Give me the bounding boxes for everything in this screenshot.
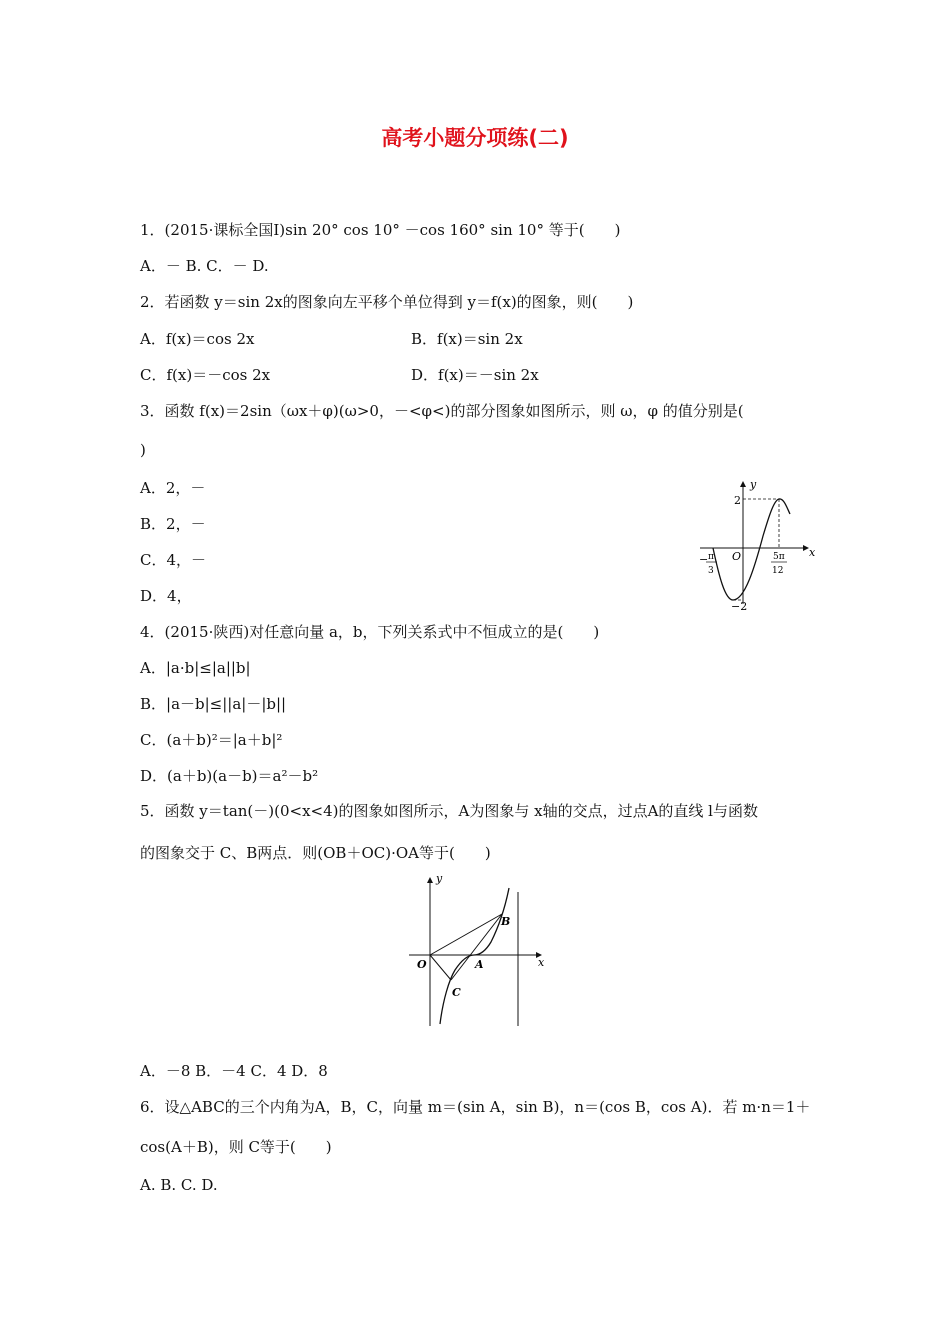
question-3-sine-graph <box>695 476 820 616</box>
tan-curve <box>440 888 509 1024</box>
question-3-option-c: C．4，－ <box>140 551 207 569</box>
question-5-stem-line-2: 的图象交于 C、B两点．则(OB＋OC)·OA等于( ) <box>140 844 491 862</box>
question-4-stem: 4．(2015·陕西)对任意向量 a，b，下列关系式中不恒成立的是( ) <box>140 623 600 641</box>
question-5-tan-graph <box>405 870 555 1030</box>
question-2-option-a: A．f(x)＝cos 2x <box>140 330 255 348</box>
question-5-options: A．－8 B．－4 C．4 D．8 <box>140 1062 328 1080</box>
question-4-option-c: C．(a＋b)²＝|a＋b|² <box>140 731 283 749</box>
x-axis-label: x <box>809 546 816 559</box>
question-4-option-d: D．(a＋b)(a－b)＝a²－b² <box>140 767 319 785</box>
question-3-option-a: A．2，－ <box>140 479 206 497</box>
question-2-stem: 2．若函数 y＝sin 2x的图象向左平移个单位得到 y＝f(x)的图象，则( ) <box>140 293 634 311</box>
x-left-denominator: 3 <box>708 566 714 576</box>
y-axis-label: y <box>750 478 757 491</box>
question-3-option-b: B．2，－ <box>140 515 206 533</box>
question-6-stem-line-2: cos(A＋B)，则 C等于( ) <box>140 1138 332 1156</box>
question-6-options: A. B. C. D. <box>140 1176 218 1194</box>
question-4-option-b: B．|a－b|≤||a|－|b|| <box>140 695 287 713</box>
segment-oc <box>430 955 451 980</box>
y-min-label: −2 <box>731 600 748 613</box>
x-left-sign: − <box>699 553 709 566</box>
question-1-stem: 1．(2015·课标全国Ⅰ)sin 20° cos 10° －cos 160° sin 10° 等于( ) <box>140 221 621 239</box>
question-2-option-b: B．f(x)＝sin 2x <box>411 330 523 348</box>
question-5-stem-line-1: 5．函数 y＝tan(－)(0<x<4)的图象如图所示，A为图象与 x轴的交点，过点A的直线 l与函数 <box>140 802 758 820</box>
question-4-option-a: A．|a·b|≤|a||b| <box>140 659 251 677</box>
segment-ob <box>430 914 502 955</box>
sine-curve <box>713 499 790 600</box>
y-axis-label: y <box>436 872 443 885</box>
question-2-option-d: D．f(x)＝－sin 2x <box>411 366 539 384</box>
point-a-label: A <box>475 958 484 971</box>
origin-label: O <box>417 958 427 971</box>
origin-label: O <box>732 550 742 563</box>
page-title: 高考小题分项练(二) <box>381 126 569 150</box>
question-3-option-d: D．4， <box>140 587 192 605</box>
y-max-label: 2 <box>734 494 741 507</box>
question-3-stem-end: ) <box>140 441 146 459</box>
question-2-option-c: C．f(x)＝－cos 2x <box>140 366 271 384</box>
question-1-options: A．－ B. C．－ D. <box>140 257 269 275</box>
point-c-label: C <box>452 986 461 999</box>
point-b-label: B <box>501 915 511 928</box>
x-right-numerator: 5π <box>773 552 785 562</box>
question-6-stem-line-1: 6．设△ABC的三个内角为A，B，C，向量 m＝(sin A，sin B)，n＝(cos B，cos A)．若 m·n＝1＋ <box>140 1098 811 1116</box>
x-axis-label: x <box>538 956 545 969</box>
question-3-stem: 3．函数 f(x)＝2sin（ωx＋φ)(ω>0，－<φ<)的部分图象如图所示，则 ω，φ 的值分别是( <box>140 402 744 420</box>
x-left-numerator: π <box>708 552 714 562</box>
x-right-denominator: 12 <box>772 566 784 576</box>
